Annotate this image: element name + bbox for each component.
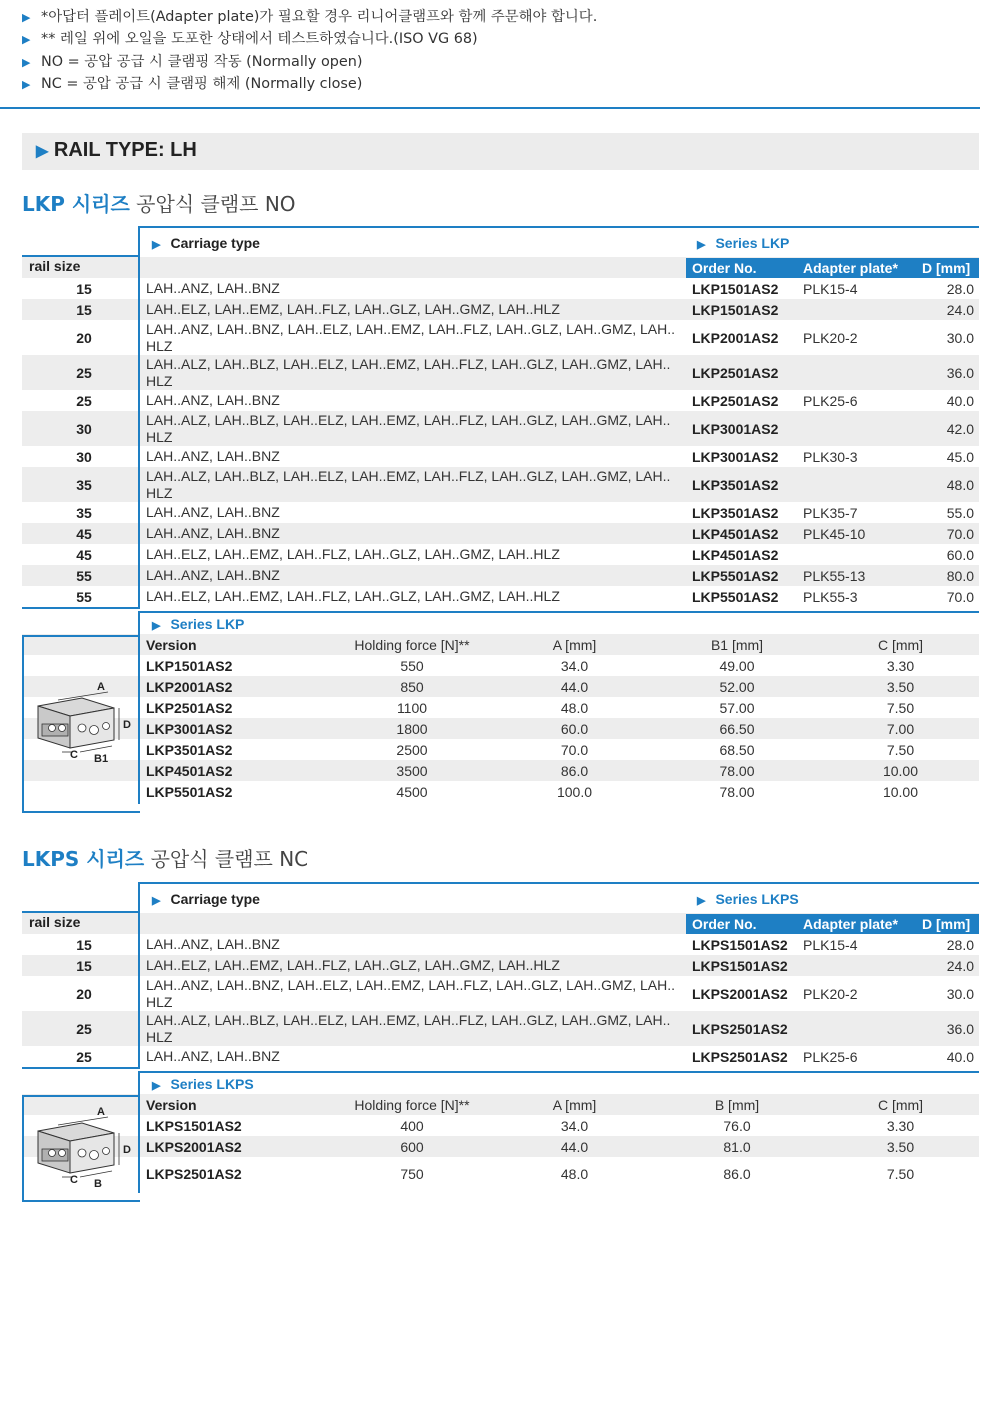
series-row: [22, 760, 979, 781]
table-row: [22, 390, 979, 411]
rail-type-bar: [22, 133, 979, 170]
series-header-cell: A [mm]: [552, 636, 597, 653]
adapter-plate-cell: PLK35-7: [803, 504, 858, 521]
series-table-label: [152, 616, 244, 632]
series-cell: 7.00: [886, 720, 915, 737]
series-cell: LKP3001AS2: [146, 720, 233, 737]
series-cell: 48.0: [560, 699, 589, 716]
series-row: [22, 718, 979, 739]
series-row: [22, 781, 979, 802]
rail-size-cell: 15: [76, 280, 92, 297]
rail-size-cell: 25: [76, 392, 92, 409]
rail-size-cell: 20: [76, 329, 92, 346]
table-row: [22, 299, 979, 320]
rail-size-label: rail size: [29, 258, 81, 274]
table-row: [22, 467, 979, 502]
d-mm-cell: 42.0: [946, 420, 974, 437]
carriage-type-cell: LAH..ANZ, LAH..BNZ, LAH..ELZ, LAH..EMZ, LAH..FLZ, LAH..GLZ, LAH..GMZ, LAH.. HLZ: [146, 976, 676, 1010]
series-cell: 34.0: [560, 1117, 589, 1134]
carriage-type-cell: LAH..ANZ, LAH..BNZ: [146, 504, 280, 520]
series-cell: 78.00: [719, 762, 755, 779]
series-cell: 66.50: [719, 720, 755, 737]
header-rule: [138, 882, 979, 884]
table-row: [22, 446, 979, 467]
clamp-diagram: [22, 1103, 140, 1193]
lkp-table: [22, 226, 979, 808]
carriage-type-cell: LAH..ALZ, LAH..BLZ, LAH..ELZ, LAH..EMZ, LAH..FLZ, LAH..GLZ, LAH..GMZ, LAH.. HLZ: [146, 411, 671, 445]
d-mm-cell: 70.0: [946, 525, 974, 542]
carriage-type-cell: LAH..ELZ, LAH..EMZ, LAH..FLZ, LAH..GLZ, LAH..GMZ, LAH..HLZ: [146, 301, 560, 317]
order-no-cell: LKP5501AS2: [692, 567, 779, 584]
carriage-type-cell: LAH..ANZ, LAH..BNZ: [146, 1048, 280, 1064]
series-cell: 3.30: [886, 657, 915, 674]
series-cell: LKPS2001AS2: [146, 1138, 242, 1155]
series-header-cell: Holding force [N]**: [354, 1096, 470, 1113]
order-no-cell: LKPS2001AS2: [692, 985, 788, 1002]
order-no-cell: LKP5501AS2: [692, 588, 779, 605]
series-cell: 10.00: [882, 783, 919, 800]
order-header: [686, 258, 979, 278]
order-no-header: Order No.: [692, 916, 757, 932]
carriage-type-label: [152, 891, 260, 907]
section-title-lkp: LKP 시리즈 공압식 클램프 NO: [22, 192, 296, 216]
series-row: [22, 676, 979, 697]
table-row: [22, 976, 979, 1011]
d-mm-header: D [mm]: [922, 916, 971, 932]
series-row: [22, 1157, 979, 1191]
series-cell: LKP3501AS2: [146, 741, 233, 758]
rail-type-title: RAIL TYPE: LH: [53, 139, 197, 161]
adapter-plate-cell: [803, 1011, 913, 1046]
d-mm-cell: 24.0: [946, 957, 974, 974]
series-cell: 100.0: [556, 783, 593, 800]
table-row: [22, 934, 979, 955]
triangle-right-icon: ▶: [22, 11, 31, 24]
adapter-plate-header: Adapter plate*: [803, 916, 898, 932]
adapter-plate-cell: [803, 411, 913, 446]
d-mm-cell: 60.0: [946, 546, 974, 563]
series-cell: 48.0: [560, 1166, 589, 1182]
header-row: [22, 913, 979, 934]
rail-size-cell: 45: [76, 546, 92, 563]
order-no-cell: LKPS2501AS2: [692, 1048, 788, 1065]
adapter-plate-cell: PLK20-2: [803, 985, 858, 1002]
series-table-label-text: Series LKP: [170, 616, 245, 632]
diagram-rule: [22, 1200, 140, 1202]
section-title-lkps: LKPS 시리즈 공압식 클램프 NC: [22, 847, 309, 871]
d-mm-cell: 28.0: [946, 936, 974, 953]
carriage-type-cell: LAH..ALZ, LAH..BLZ, LAH..ELZ, LAH..EMZ, LAH..FLZ, LAH..GLZ, LAH..GMZ, LAH.. HLZ: [146, 355, 671, 389]
series-header-cell: B [mm]: [714, 1096, 760, 1113]
triangle-right-icon: ▶: [152, 895, 161, 907]
adapter-plate-cell: PLK15-4: [803, 280, 858, 297]
series-cell: LKP1501AS2: [146, 657, 233, 674]
adapter-plate-cell: PLK15-4: [803, 936, 858, 953]
diagram-label-d: D: [123, 719, 131, 731]
carriage-type-cell: LAH..ELZ, LAH..EMZ, LAH..FLZ, LAH..GLZ, LAH..GMZ, LAH..HLZ: [146, 588, 560, 604]
carriage-type-cell: LAH..ANZ, LAH..BNZ, LAH..ELZ, LAH..EMZ, LAH..FLZ, LAH..GLZ, LAH..GMZ, LAH.. HLZ: [146, 320, 676, 354]
order-no-cell: LKPS1501AS2: [692, 957, 788, 974]
d-mm-cell: 36.0: [946, 364, 974, 381]
note-item: ▶ *아답터 플레이트(Adapter plate)가 필요할 경우 리니어클램프와 함께 주문해야 합니다.: [22, 6, 597, 28]
series-label: [697, 891, 799, 907]
series-cell: 44.0: [560, 678, 589, 695]
d-mm-cell: 80.0: [946, 567, 974, 584]
triangle-right-icon: ▶: [36, 143, 49, 160]
series-cell: 52.00: [719, 678, 755, 695]
series-cell: 76.0: [723, 1117, 751, 1134]
lkps-table: [22, 882, 979, 1207]
diagram-label-b: B1: [94, 753, 109, 765]
adapter-plate-cell: PLK45-10: [803, 525, 866, 542]
table-rule: [22, 911, 140, 913]
series-table-label: [152, 1076, 254, 1092]
d-mm-cell: 70.0: [946, 588, 974, 605]
series-row: [22, 655, 979, 676]
series-label-text: Series LKP: [715, 235, 790, 251]
table-row: [22, 278, 979, 299]
series-cell: 68.50: [719, 741, 755, 758]
rail-size-cell: 45: [76, 525, 92, 542]
rail-size-cell: 15: [76, 957, 92, 974]
order-no-cell: LKP1501AS2: [692, 280, 779, 297]
header-rule: [138, 226, 979, 228]
series-header-row: [22, 634, 979, 655]
diagram-rule: [22, 635, 140, 637]
diagram-rule: [22, 1095, 140, 1097]
rail-size-cell: 25: [76, 1048, 92, 1065]
series-cell: 3.30: [886, 1117, 915, 1134]
order-no-cell: LKP2501AS2: [692, 364, 779, 381]
series-cell: 49.00: [719, 657, 755, 674]
carriage-type-cell: LAH..ANZ, LAH..BNZ: [146, 448, 280, 464]
series-cell: 600: [400, 1138, 424, 1155]
carriage-type-cell: LAH..ANZ, LAH..BNZ: [146, 567, 280, 583]
triangle-right-icon: ▶: [152, 1080, 161, 1092]
order-no-cell: LKP3501AS2: [692, 476, 779, 493]
triangle-right-icon: ▶: [697, 895, 706, 907]
series-cell: LKP5501AS2: [146, 783, 233, 800]
table-row: [22, 502, 979, 523]
carriage-type-text: Carriage type: [170, 891, 260, 907]
series-label: [697, 235, 789, 251]
adapter-plate-cell: [803, 467, 913, 502]
series-cell: LKPS1501AS2: [146, 1117, 242, 1134]
series-header-row: [22, 1094, 979, 1115]
series-cell: 3.50: [886, 1138, 915, 1155]
series-cell: 86.0: [723, 1166, 751, 1182]
adapter-plate-cell: PLK55-13: [803, 567, 866, 584]
carriage-type-cell: LAH..ANZ, LAH..BNZ: [146, 936, 280, 952]
table-rule: [22, 607, 140, 609]
series-cell: 1100: [396, 699, 428, 716]
triangle-right-icon: ▶: [22, 55, 31, 69]
order-no-cell: LKP3001AS2: [692, 420, 779, 437]
header-row: [22, 257, 979, 278]
table-row: [22, 544, 979, 565]
diagram-label-c: C: [70, 749, 78, 761]
order-no-cell: LKPS1501AS2: [692, 936, 788, 953]
clamp-diagram: [22, 678, 140, 768]
d-mm-cell: 40.0: [946, 392, 974, 409]
series-cell: 3500: [396, 762, 428, 779]
rail-size-cell: 25: [76, 364, 92, 381]
d-mm-cell: 28.0: [946, 280, 974, 297]
diagram-label-b: B: [94, 1177, 102, 1190]
order-no-cell: LKP2501AS2: [692, 392, 779, 409]
series-cell: 7.50: [886, 1166, 915, 1182]
table-row: [22, 955, 979, 976]
series-header-cell: C [mm]: [877, 636, 924, 653]
diagram-label-a: A: [97, 681, 105, 693]
series-header-cell: C [mm]: [877, 1096, 924, 1113]
series-header-cell: A [mm]: [552, 1096, 597, 1113]
series-cell: 2500: [396, 741, 428, 758]
series-header-cell: Version: [146, 1096, 197, 1113]
rail-size-cell: 35: [76, 476, 92, 493]
rail-size-cell: 55: [76, 588, 92, 605]
order-header: [686, 914, 979, 934]
rail-size-cell: 35: [76, 504, 92, 521]
diagram-rule: [22, 811, 140, 813]
column-rule: [138, 226, 140, 607]
table-row: [22, 1011, 979, 1046]
carriage-type-cell: LAH..ANZ, LAH..BNZ: [146, 280, 280, 296]
d-mm-cell: 40.0: [946, 1048, 974, 1065]
table-row: [22, 355, 979, 390]
carriage-type-cell: LAH..ELZ, LAH..EMZ, LAH..FLZ, LAH..GLZ, LAH..GMZ, LAH..HLZ: [146, 546, 560, 562]
series-cell: 750: [400, 1166, 424, 1182]
series-header-cell: Version: [146, 636, 197, 653]
triangle-right-icon: ▶: [152, 620, 161, 632]
rail-size-cell: 30: [76, 448, 92, 465]
order-no-cell: LKPS2501AS2: [692, 1020, 788, 1037]
rail-size-cell: 15: [76, 301, 92, 318]
rail-size-cell: 15: [76, 936, 92, 953]
adapter-plate-cell: PLK30-3: [803, 448, 858, 465]
series-cell: 44.0: [560, 1138, 589, 1155]
series-cell: 400: [400, 1117, 424, 1134]
adapter-plate-cell: PLK25-6: [803, 392, 858, 409]
order-no-cell: LKP3501AS2: [692, 504, 779, 521]
triangle-right-icon: ▶: [22, 33, 31, 47]
d-mm-cell: 30.0: [946, 329, 974, 346]
series-cell: 60.0: [560, 720, 589, 737]
table-rule: [22, 255, 140, 257]
series-row: [22, 739, 979, 760]
table-rule: [22, 1067, 140, 1069]
d-mm-cell: 24.0: [946, 301, 974, 318]
series-cell: 10.00: [882, 762, 919, 779]
order-no-cell: LKP4501AS2: [692, 546, 779, 563]
carriage-type-cell: LAH..ANZ, LAH..BNZ: [146, 525, 280, 541]
note-item: ▶ NC = 공압 공급 시 클램핑 해제 (Normally close): [22, 73, 597, 95]
adapter-plate-cell: [803, 544, 913, 565]
notes-list: [22, 6, 597, 96]
series-cell: LKP2501AS2: [146, 699, 233, 716]
carriage-type-cell: LAH..ALZ, LAH..BLZ, LAH..ELZ, LAH..EMZ, LAH..FLZ, LAH..GLZ, LAH..GMZ, LAH.. HLZ: [146, 467, 671, 501]
column-rule: [138, 882, 140, 1067]
series-cell: 78.00: [719, 783, 755, 800]
triangle-right-icon: ▶: [697, 239, 706, 251]
order-no-header: Order No.: [692, 260, 757, 276]
d-mm-cell: 48.0: [946, 476, 974, 493]
series-cell: 7.50: [886, 741, 915, 758]
adapter-plate-header: Adapter plate*: [803, 260, 898, 276]
triangle-right-icon: ▶: [22, 78, 31, 92]
table-row: [22, 565, 979, 586]
diagram-label-d: D: [123, 1143, 131, 1156]
diagram-label-a: A: [97, 1105, 105, 1118]
rail-size-cell: 30: [76, 420, 92, 437]
rail-size-label: rail size: [29, 914, 81, 930]
table-row: [22, 586, 979, 607]
adapter-plate-cell: PLK25-6: [803, 1048, 858, 1065]
carriage-type-cell: LAH..ELZ, LAH..EMZ, LAH..FLZ, LAH..GLZ, LAH..GMZ, LAH..HLZ: [146, 957, 560, 973]
series-row: [22, 697, 979, 718]
table-row: [22, 411, 979, 446]
carriage-type-label: [152, 235, 260, 251]
series-table-label-text: Series LKPS: [170, 1076, 254, 1092]
series-rule: [138, 611, 979, 613]
d-mm-header: D [mm]: [922, 260, 971, 276]
rail-size-cell: 20: [76, 985, 92, 1002]
d-mm-cell: 36.0: [946, 1020, 974, 1037]
table-row: [22, 523, 979, 544]
adapter-plate-cell: [803, 299, 913, 320]
diagram-label-c: C: [70, 1173, 78, 1186]
order-no-cell: LKP4501AS2: [692, 525, 779, 542]
series-cell: 4500: [396, 783, 428, 800]
series-cell: 57.00: [719, 699, 755, 716]
d-mm-cell: 45.0: [946, 448, 974, 465]
triangle-right-icon: ▶: [152, 239, 161, 251]
series-row: [22, 1115, 979, 1136]
note-item: ▶ ** 레일 위에 오일을 도포한 상태에서 테스트하였습니다.(ISO VG 68): [22, 28, 597, 50]
order-no-cell: LKP2001AS2: [692, 329, 779, 346]
series-cell: 70.0: [560, 741, 589, 758]
series-cell: LKP2001AS2: [146, 678, 233, 695]
series-cell: 3.50: [886, 678, 915, 695]
carriage-type-cell: LAH..ALZ, LAH..BLZ, LAH..ELZ, LAH..EMZ, LAH..FLZ, LAH..GLZ, LAH..GMZ, LAH.. HLZ: [146, 1011, 671, 1045]
series-cell: 7.50: [886, 699, 915, 716]
divider: [0, 107, 980, 109]
table-row: [22, 1046, 979, 1067]
adapter-plate-cell: [803, 355, 913, 390]
series-cell: 1800: [396, 720, 428, 737]
series-cell: 81.0: [723, 1138, 751, 1155]
adapter-plate-cell: PLK20-2: [803, 329, 858, 346]
series-label-text: Series LKPS: [715, 891, 799, 907]
series-cell: 34.0: [560, 657, 589, 674]
order-no-cell: LKP1501AS2: [692, 301, 779, 318]
series-cell: 86.0: [560, 762, 589, 779]
carriage-type-text: Carriage type: [170, 235, 260, 251]
rail-size-cell: 55: [76, 567, 92, 584]
series-cell: 550: [400, 657, 424, 674]
series-cell: LKPS2501AS2: [146, 1166, 242, 1182]
rail-size-cell: 25: [76, 1020, 92, 1037]
adapter-plate-cell: PLK55-3: [803, 588, 858, 605]
series-cell: LKP4501AS2: [146, 762, 233, 779]
series-header-cell: Holding force [N]**: [354, 636, 470, 653]
order-no-cell: LKP3001AS2: [692, 448, 779, 465]
series-header-cell: B1 [mm]: [710, 636, 764, 653]
adapter-plate-cell: [803, 955, 913, 976]
note-item: ▶ NO = 공압 공급 시 클램핑 작동 (Normally open): [22, 51, 597, 73]
d-mm-cell: 55.0: [946, 504, 974, 521]
series-cell: 850: [400, 678, 424, 695]
table-row: [22, 320, 979, 355]
series-rule: [138, 1071, 979, 1073]
carriage-type-cell: LAH..ANZ, LAH..BNZ: [146, 392, 280, 408]
d-mm-cell: 30.0: [946, 985, 974, 1002]
series-row: [22, 1136, 979, 1157]
